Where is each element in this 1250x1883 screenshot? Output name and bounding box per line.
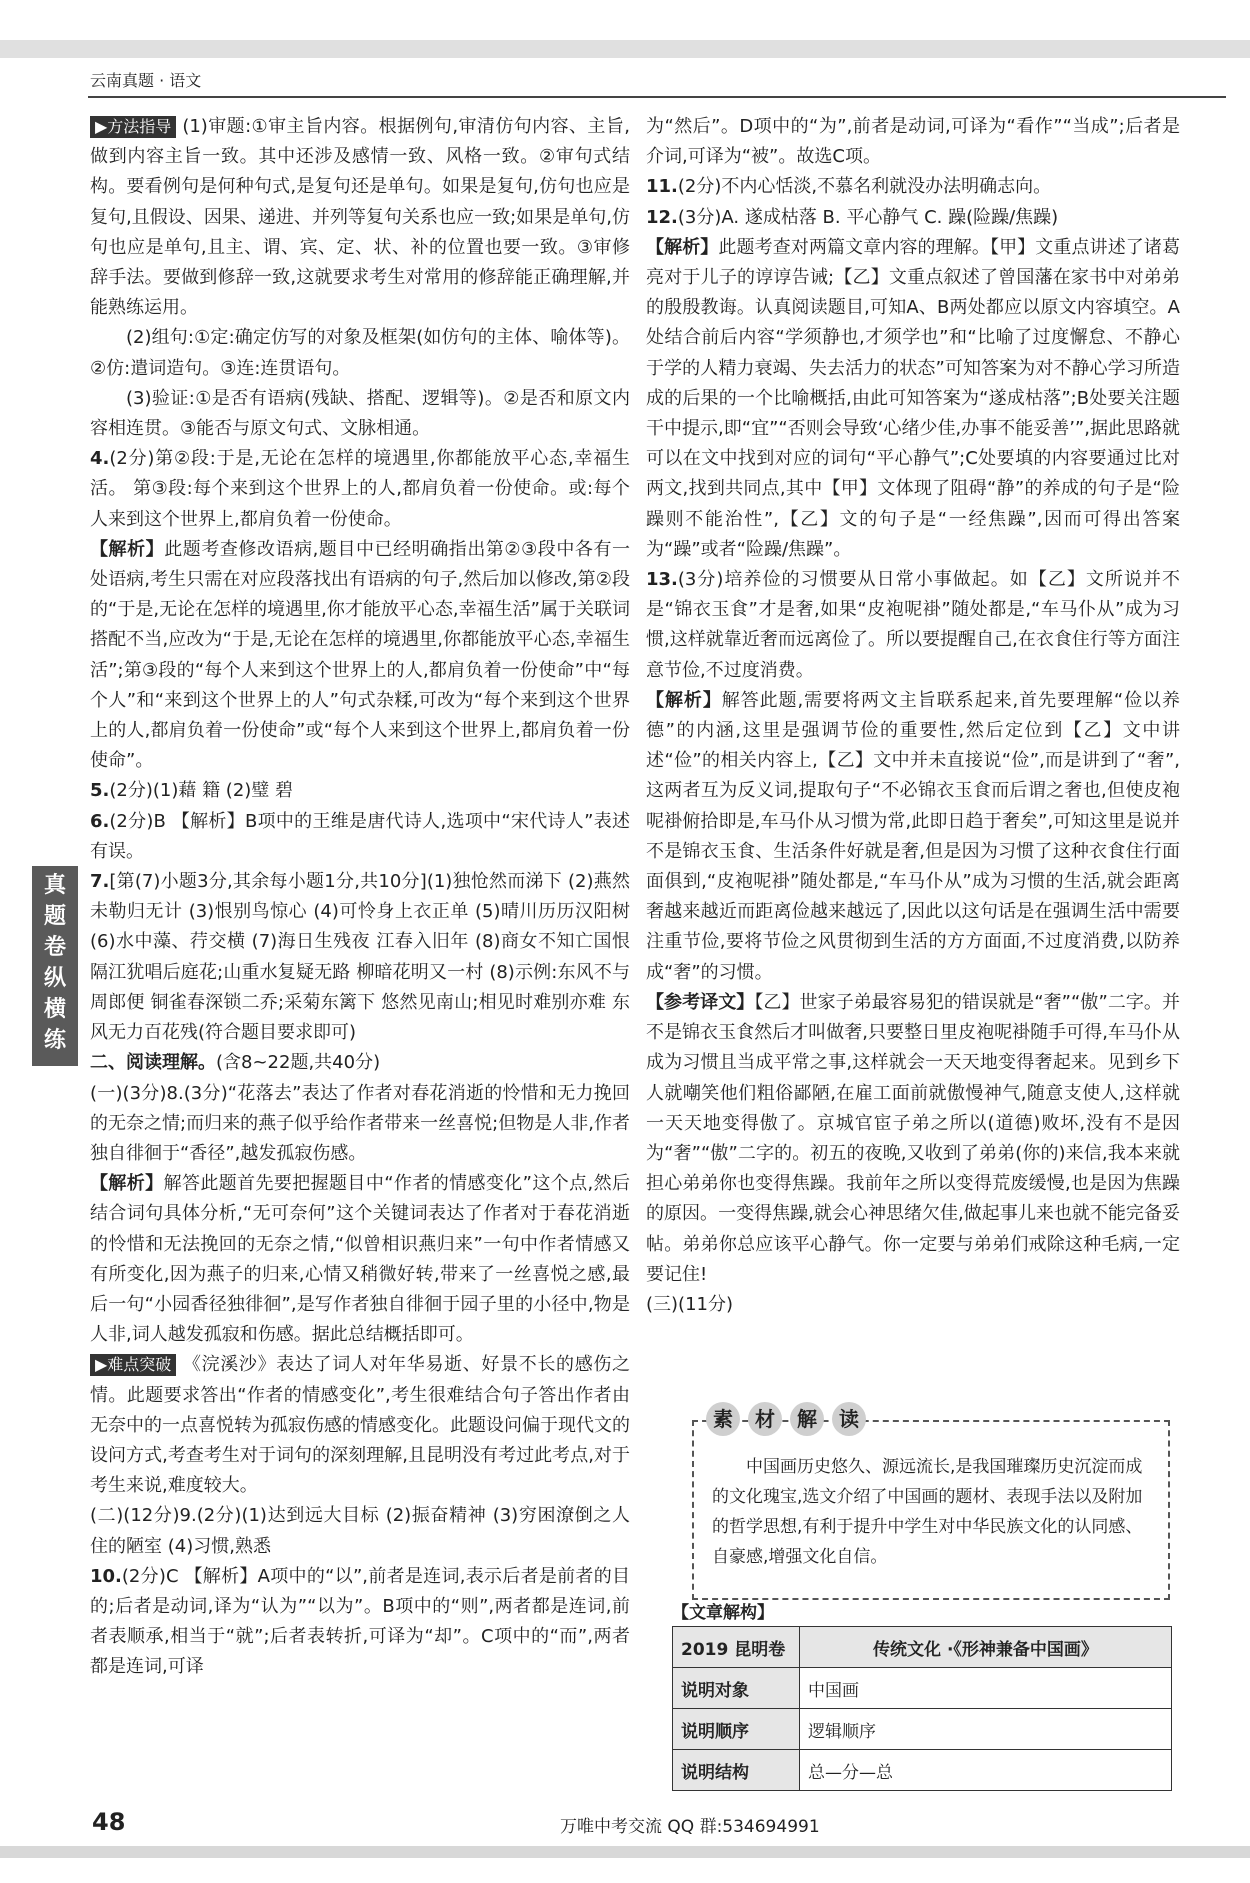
paragraph-text: 为“然后”。D项中的“为”,前者是动词,可译为“看作”“当成”;后者是介词,可译为“被”。故选C项。 xyxy=(646,116,1180,168)
paragraph xyxy=(90,807,630,867)
paragraph-text: (1)审题:①审主旨内容。根据例句,审清仿句内容、主旨,做到内容主旨一致。其中还涉及感情一致、风格一致。②审句式结构。要看例句是何种句式,是复句还是单句。如果是复句,仿句也应是复句,且假设、因果、递进、并列等复句关系也应一致;如果是单句,仿句也应是单句,且主、谓、宾、定、状、补的位置也要一致。③审修辞手法。要做到修辞一致,这就要求考生对常用的修辞能正确理解,并能熟练运用。 xyxy=(90,116,630,319)
paragraph-text: (一)(3分)8.(3分)“花落去”表达了作者对春花消逝的怜惜和无力挽回的无奈之情;而归来的燕子似乎给作者带来一丝喜悦;但物是人非,作者独自徘徊于“香径”,越发孤寂伤感。 xyxy=(90,1082,630,1164)
paragraph xyxy=(646,565,1180,686)
paragraph xyxy=(90,1562,630,1683)
box-title-char: 素 xyxy=(706,1402,740,1436)
analysis-label: 【解析】 xyxy=(90,538,165,560)
question-number: 12. xyxy=(646,206,678,228)
paragraph-text: (2分)B 【解析】B项中的王维是唐代诗人,选项中“宋代诗人”表述有误。 xyxy=(90,810,630,862)
sidebar-char: 卷 xyxy=(43,935,66,960)
table-cell: 说明结构 xyxy=(673,1750,800,1791)
table-row xyxy=(673,1709,1172,1750)
material-box-title xyxy=(706,1402,874,1436)
paragraph-text: 解答此题首先要把握题目中“作者的情感变化”这个点,然后结合词句具体分析,“无可奈何”这个关键词表达了作者对于春花消逝的怜惜和无法挽回的无奈之情,“似曾相识燕归来”一句中作者情感又有所变化,因为燕子的归来,心情又稍微好转,带来了一丝喜悦之感,最后一句“小园香径独徘徊”,是写作者独自徘徊于园子里的小径中,物是人非,词人越发孤寂和伤感。据此总结概括即可。 xyxy=(90,1173,631,1346)
analysis-label: 【解析】 xyxy=(646,236,719,258)
section-tag: ▶难点突破 xyxy=(90,1354,176,1376)
box-title-char: 解 xyxy=(790,1402,824,1436)
section-heading: 二、阅读理解。 xyxy=(90,1052,216,1074)
paragraph xyxy=(646,988,1180,1290)
table-cell: 传统文化 ·《形神兼备中国画》 xyxy=(800,1627,1172,1668)
section-tag: ▶方法指导 xyxy=(90,116,176,138)
paragraph-text: 此题考查对两篇文章内容的理解。【甲】文重点讲述了诸葛亮对于儿子的谆谆告诫;【乙】文重点叙述了曾国藩在家书中对弟弟的殷殷教诲。认真阅读题目,可知A、B两处都应以原文内容填空。A处结合前后内容“学须静也,才须学也”和“比喻了过度懈怠、不静心于学的人精力衰竭、失去活力的状态”可知答案为对不静心学习所造成的后果的一个比喻概括,由此可知答案为“遂成枯落”;B处要关注题干中提示,即“宜”“否则会导致‘心绪少佳,办事不能妥善’”,据此思路就可以在文中找到对应的词句“平心静气”;C处要填的内容要通过比对两文,找到共同点,其中【甲】文体现了阻碍“静”的养成的句子是“险躁则不能治性”,【乙】文的句子是“一经焦躁”,因而可得出答案为“躁”或者“险躁/焦躁”。 xyxy=(646,236,1181,560)
paragraph xyxy=(90,1169,630,1350)
paragraph xyxy=(646,112,1180,172)
table-row xyxy=(673,1668,1172,1709)
paragraph xyxy=(90,867,630,1048)
paragraph-text: (三)(11分) xyxy=(646,1293,733,1315)
paragraph-text: (3)验证:①是否有语病(残缺、搭配、逻辑等)。②是否和原文内容相连贯。③能否与原文句式、文脉相通。 xyxy=(90,387,630,440)
table-cell: 总—分—总 xyxy=(800,1750,1172,1791)
question-number: 11. xyxy=(646,176,678,198)
paragraph-text: 【乙】世家子弟最容易犯的错误就是“奢”“傲”二字。并不是锦衣玉食然后才叫做奢,只要整日里皮袍呢褂随手可得,车马仆从成为习惯且当成平常之事,这样就会一天天地变得奢起来。见到乡下人就嘲笑他们粗俗鄙陋,在雇工面前就傲慢神气,随意支使人,这样就一天天地变得傲了。京城官宦子弟之所以(道德)败坏,没有不是因为“奢”“傲”二字的。初五的夜晚,又收到了弟弟(你的)来信,我本来就担心弟弟你也变得焦躁。我前年之所以变得荒废缓慢,也是因为焦躁的原因。一变得焦躁,就会心神思绪欠佳,做起事儿来也就不能完备妥帖。弟弟你总应该平心静气。你一定要与弟弟们戒除这种毛病,一定要记住! xyxy=(646,991,1180,1285)
paragraph-text: [第(7)小题3分,其余每小题1分,共10分](1)独怆然而涕下 (2)燕然未勒归无计 (3)恨别鸟惊心 (4)可怜身上衣正单 (5)晴川历历汉阳树 (6)水中藻、荇交横 (7)海日生残夜 江春入旧年 (8)商女不知亡国恨 隔江犹唱后庭花;山重水复疑无路 柳暗花明又一村 (8)示例:东风不与周郎便 铜雀春深锁二乔;采菊东篱下 悠然见南山;相见时难别亦难 东风无力百花残(符合题目要求即可) xyxy=(90,871,630,1044)
table-cell: 2019 昆明卷 xyxy=(673,1627,800,1668)
paragraph xyxy=(90,1079,630,1170)
paragraph-text: 《浣溪沙》表达了词人对年华易逝、好景不长的感伤之情。此题要求答出“作者的情感变化”,考生很难结合句子答出作者由无奈中的一点喜悦转为孤寂伤感的情感变化。此题设问偏于现代文的设问方式,考查考生对于词句的深刻理解,且昆明没有考过此考点,对于考生来说,难度较大。 xyxy=(90,1354,630,1497)
paragraph xyxy=(646,203,1180,233)
paragraph-text: (3分)培养俭的习惯要从日常小事做起。如【乙】文所说并不是“锦衣玉食”才是奢,如果“皮袍呢褂”随处都是,“车马仆从”成为习惯,这样就靠近奢而远离俭了。所以要提醒自己,在衣食住行等方面注意节俭,不过度消费。 xyxy=(646,569,1180,681)
analysis-label: 【解析】 xyxy=(90,1173,164,1195)
table-cell: 说明对象 xyxy=(673,1668,800,1709)
paragraph xyxy=(90,1048,630,1078)
question-number: 10. xyxy=(90,1565,122,1587)
paragraph-text: (2分)第②段:于是,无论在怎样的境遇里,你都能放平心态,幸福生活。 第③段:每个来到这个世界上的人,都肩负着一份使命。或:每个人来到这个世界上,都肩负着一份使命。 xyxy=(90,448,630,530)
paragraph xyxy=(90,1350,630,1501)
table-row xyxy=(673,1750,1172,1791)
paragraph xyxy=(90,384,630,444)
paragraph xyxy=(90,112,630,323)
structure-label: 【文章解构】 xyxy=(672,1603,774,1623)
page-number: 48 xyxy=(92,1808,126,1836)
sidebar-char: 真 xyxy=(43,873,66,898)
paragraph-text: (2分)(1)藉 籍 (2)璧 碧 xyxy=(109,780,294,802)
question-number: 5. xyxy=(90,780,110,802)
paragraph-text: (2分)C 【解析】A项中的“以”,前者是连词,表示后者是前者的目的;后者是动词,译为“认为”“以为”。B项中的“则”,两者都是连词,前者表顺承,相当于“就”;后者表转折,可译为“却”。C项中的“而”,两者都是连词,可译 xyxy=(90,1565,630,1678)
page-header: 云南真题 · 语文 xyxy=(90,71,202,90)
footer-text: 万唯中考交流 QQ 群:534694991 xyxy=(560,1817,820,1837)
right-column xyxy=(646,112,1180,1320)
paragraph xyxy=(646,686,1180,988)
paragraph-text: (3分)A. 遂成枯落 B. 平心静气 C. 躁(险躁/焦躁) xyxy=(677,206,1059,228)
box-title-char: 读 xyxy=(832,1402,866,1436)
question-number: 7. xyxy=(90,871,110,893)
paragraph xyxy=(90,776,630,806)
paragraph xyxy=(646,172,1180,202)
paragraph xyxy=(646,1290,1180,1320)
paragraph xyxy=(90,1501,630,1561)
paragraph-text: (二)(12分)9.(2分)(1)达到远大目标 (2)振奋精神 (3)穷困潦倒之人住的陋室 (4)习惯,熟悉 xyxy=(90,1505,630,1557)
sidebar-char: 题 xyxy=(43,904,66,929)
material-box-text: 中国画历史悠久、源远流长,是我国璀璨历史沉淀而成的文化瑰宝,选文介绍了中国画的题材、表现手法以及附加的哲学思想,有利于提升中学生对中华民族文化的认同感、自豪感,增强文化自信。 xyxy=(712,1457,1143,1567)
left-column xyxy=(90,112,630,1683)
sidebar-char: 练 xyxy=(43,1028,66,1053)
paragraph xyxy=(646,233,1180,565)
paragraph-text: (含8~22题,共40分) xyxy=(216,1052,381,1074)
box-title-char: 材 xyxy=(748,1402,782,1436)
top-bar xyxy=(0,40,1250,58)
question-number: 4. xyxy=(90,448,110,470)
analysis-label: 【解析】 xyxy=(646,689,722,711)
paragraph-text: (2分)不内心恬淡,不慕名利就没办法明确志向。 xyxy=(677,176,1052,198)
paragraph-text: 此题考查修改语病,题目中已经明确指出第②③段中各有一处语病,考生只需在对应段落找出有语病的句子,然后加以修改,第②段的“于是,无论在怎样的境遇里,你才能放平心态,幸福生活”属于关联词搭配不当,应改为“于是,无论在怎样的境遇里,你都能放平心态,幸福生活”;第③段的“每个人来到这个世界上的人,都肩负着一份使命”中“每个人”和“来到这个世界上的人”句式杂糅,可改为“每个来到这个世界上的人,都肩负着一份使命”或“每个人来到这个世界上,都肩负着一份使命”。 xyxy=(90,538,631,772)
bottom-bar xyxy=(0,1846,1250,1858)
header-rule xyxy=(88,96,1226,98)
paragraph xyxy=(90,535,630,777)
paragraph-text: 解答此题,需要将两文主旨联系起来,首先要理解“俭以养德”的内涵,这里是强调节俭的重要性,然后定位到【乙】文中讲述“俭”的相关内容上,【乙】文中并未直接说“俭”,而是讲到了“奢”,这两者互为反义词,提取句子“不必锦衣玉食而后谓之奢也,但使皮袍呢褂俯拾即是,车马仆从习惯为常,此即日趋于奢矣”,可知这里是说并不是锦衣玉食、生活条件好就是奢,但是因为习惯了这种衣食住行面面俱到,“皮袍呢褂”随处都是,“车马仆从”成为习惯的生活,就会距离奢越来越近而距离俭越来越远了,因此以这句话是在强调生活中需要注重节俭,要将节俭之风贯彻到生活的方方面面,不过度消费,以防养成“奢”的习惯。 xyxy=(646,689,1180,983)
question-number: 13. xyxy=(646,569,678,591)
paragraph xyxy=(90,323,630,383)
paragraph xyxy=(90,444,630,535)
question-number: 6. xyxy=(90,810,110,832)
sidebar-char: 横 xyxy=(43,997,66,1022)
analysis-label: 【参考译文】 xyxy=(646,991,755,1013)
table-row xyxy=(673,1627,1172,1668)
table-cell: 逻辑顺序 xyxy=(800,1709,1172,1750)
paragraph-text: (2)组句:①定:确定仿写的对象及框架(如仿句的主体、喻体等)。②仿:遣词造句。③连:连贯语句。 xyxy=(90,327,630,379)
table-cell: 中国画 xyxy=(800,1668,1172,1709)
sidebar-char: 纵 xyxy=(43,966,66,991)
sidebar-label xyxy=(32,866,78,1066)
table-cell: 说明顺序 xyxy=(673,1709,800,1750)
structure-table xyxy=(672,1626,1172,1791)
